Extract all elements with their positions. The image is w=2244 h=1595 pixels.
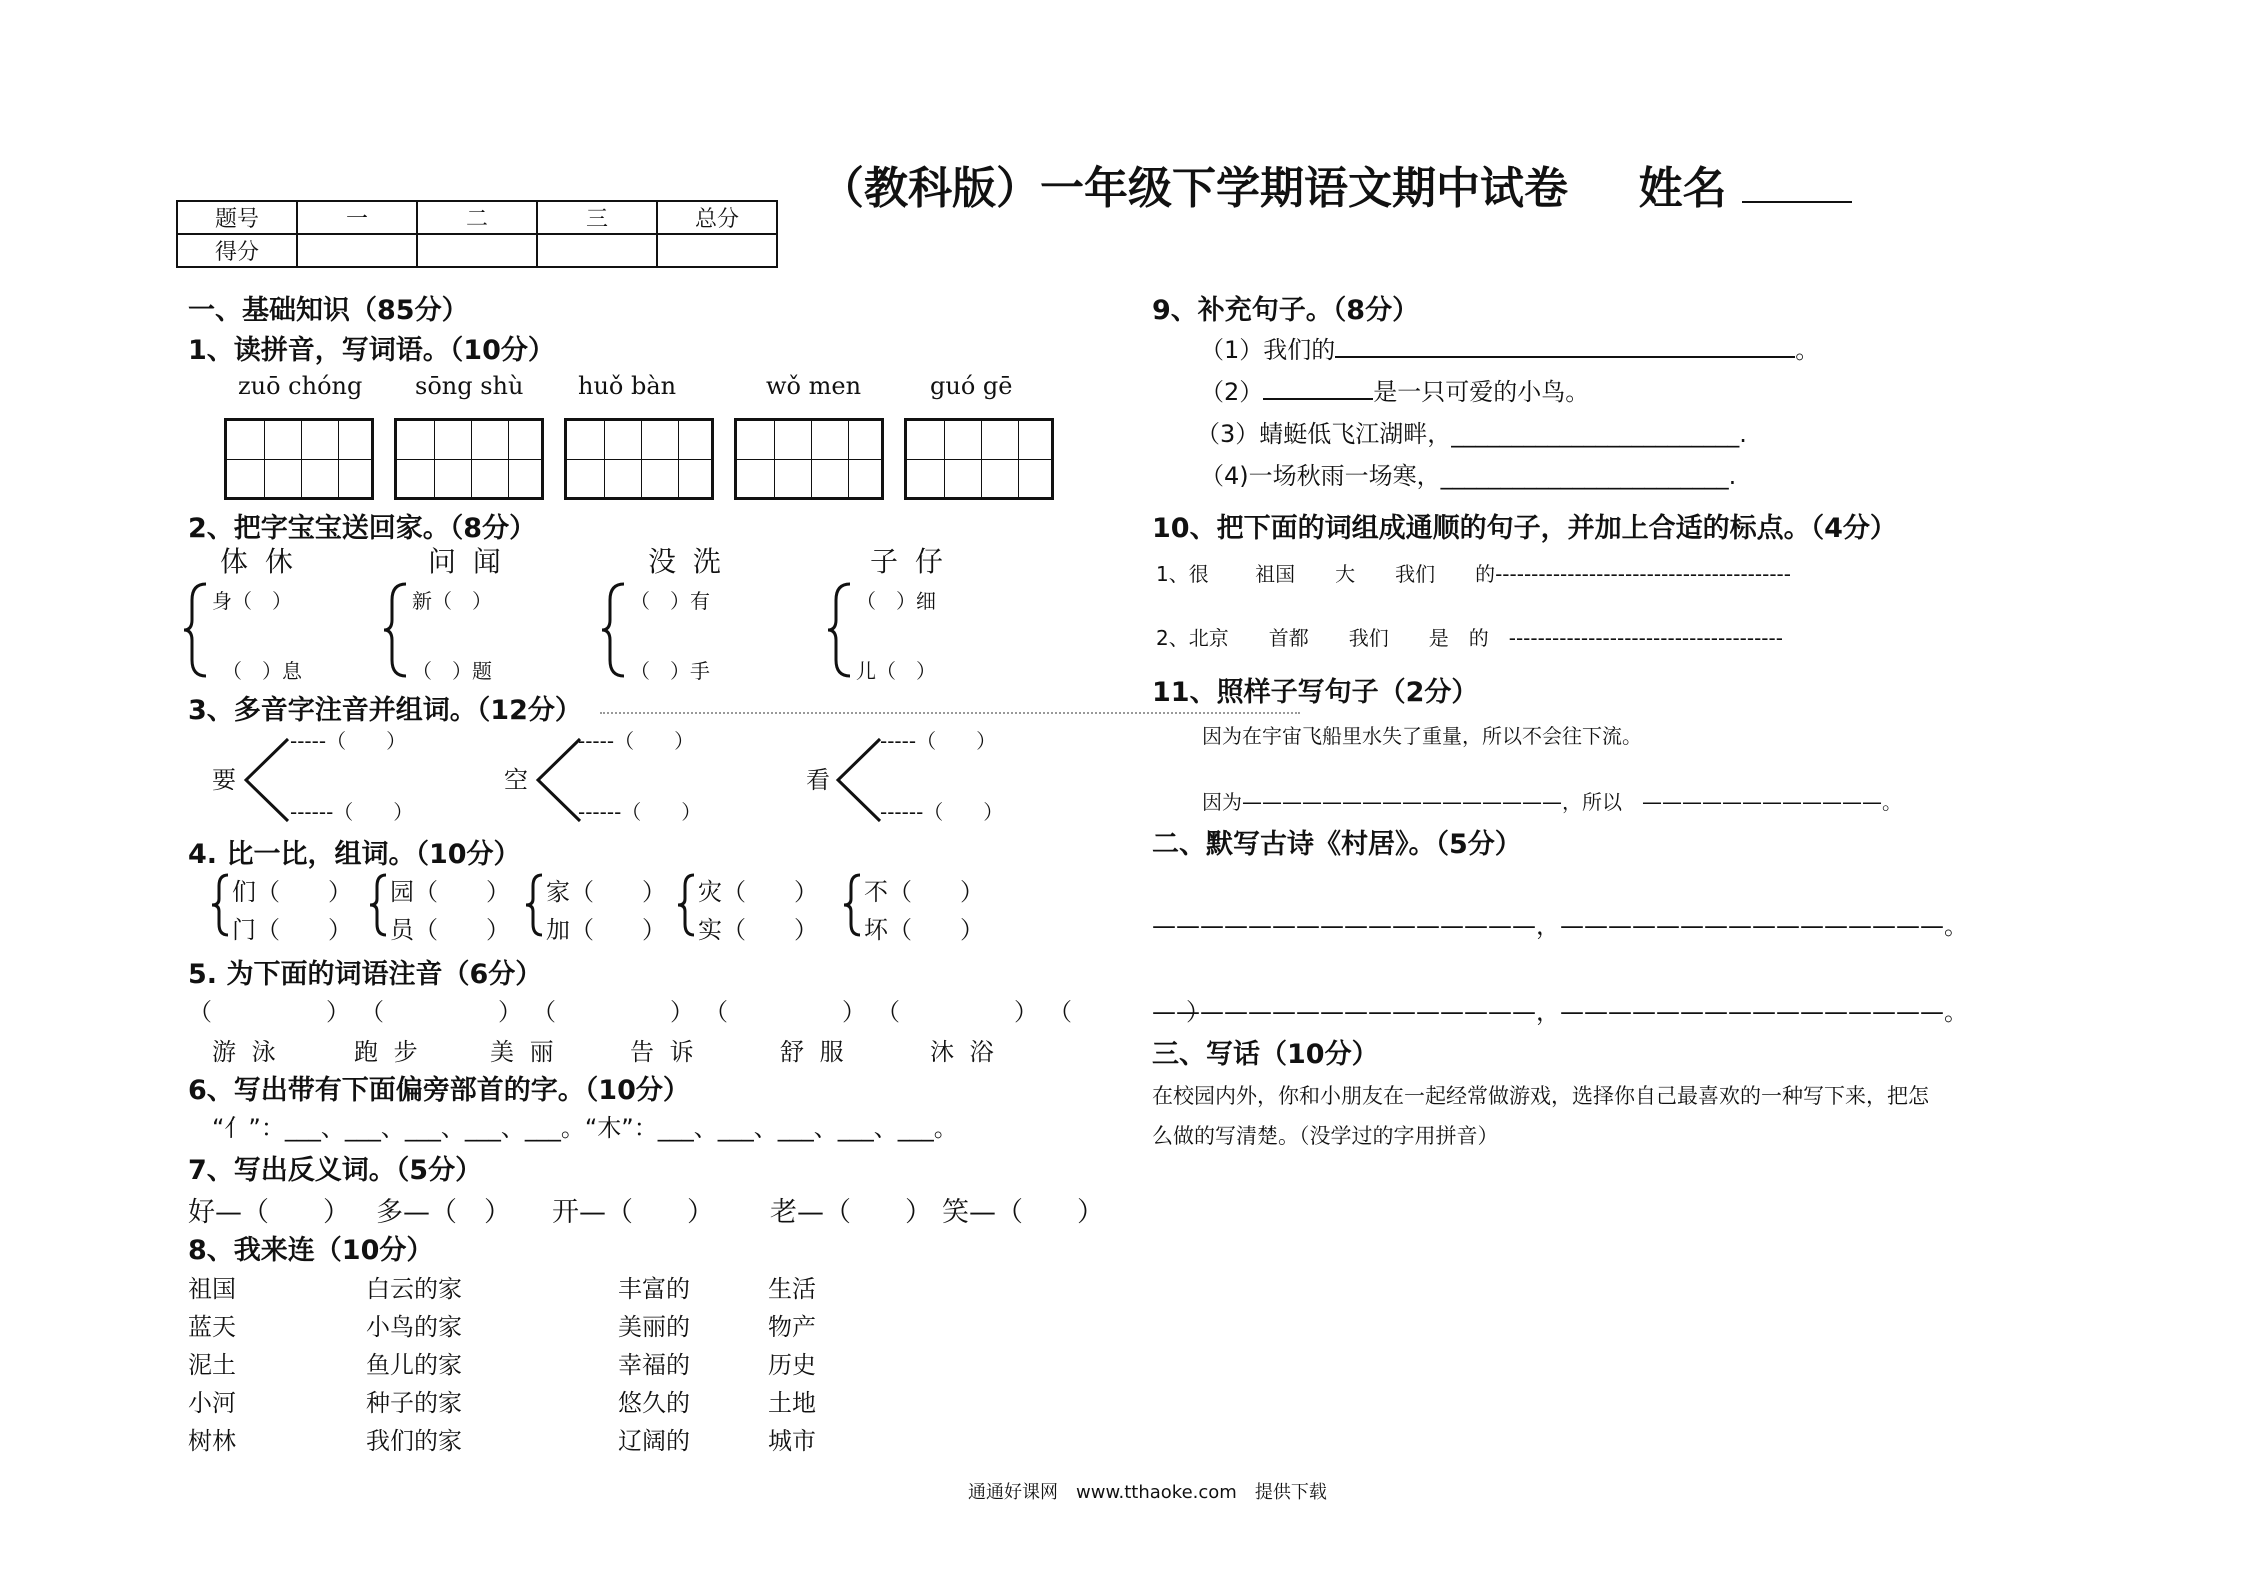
q9-title: 9、补充句子。（8分）: [1152, 295, 1420, 326]
match-item[interactable]: 树林: [188, 1427, 236, 1455]
q3-blank[interactable]: ------（ ）: [290, 800, 414, 824]
q11-example: 因为在宇宙飞船里水失了重量，所以不会往下流。: [1202, 724, 1642, 748]
q2-pair: 子 仔: [870, 545, 947, 578]
q5-word: 舒 服: [780, 1038, 848, 1066]
score-row-label: 得分: [177, 234, 297, 267]
q7-item[interactable]: 老—（ ）: [770, 1197, 932, 1228]
q4-title: 4. 比一比，组词。（10分）: [188, 839, 521, 870]
polyphone-char: 看: [806, 766, 830, 794]
q9-s4[interactable]: （4)一场秋雨一场寒，________________________.: [1200, 462, 1737, 490]
q9-blank[interactable]: [1263, 374, 1373, 400]
q9-s2b: 是一只可爱的小鸟。: [1373, 378, 1590, 406]
match-item[interactable]: 物产: [768, 1313, 816, 1341]
tianzige-box[interactable]: [734, 418, 884, 500]
page-footer: 通通好课网 www.tthaoke.com 提供下载: [968, 1482, 1327, 1503]
q4-top[interactable]: 们（ ）: [232, 878, 352, 906]
score-header: 一: [297, 201, 417, 234]
q11-fill[interactable]: 因为————————————————，所以 ————————————。: [1202, 790, 1902, 814]
fork-icon: [534, 735, 584, 825]
q7-item[interactable]: 笑—（ ）: [942, 1197, 1104, 1228]
q4-bottom[interactable]: 坏（ ）: [864, 916, 984, 944]
q8-title: 8、我来连（10分）: [188, 1235, 434, 1266]
q2-bottom[interactable]: （ ）手: [630, 659, 710, 683]
name-label: 姓名: [1638, 163, 1727, 214]
match-item[interactable]: 土地: [768, 1389, 816, 1417]
q2-bottom[interactable]: （ ）题: [412, 659, 492, 683]
q4-bottom[interactable]: 员（ ）: [390, 916, 510, 944]
q5-word: 美 丽: [490, 1038, 558, 1066]
q5-word: 跑 步: [354, 1038, 422, 1066]
match-item[interactable]: 美丽的: [618, 1313, 690, 1341]
q4-bottom[interactable]: 加（ ）: [546, 916, 666, 944]
q4-bottom[interactable]: 门（ ）: [232, 916, 352, 944]
match-item[interactable]: 丰富的: [618, 1275, 690, 1303]
q2-pair: 体 休: [220, 545, 297, 578]
brace-icon: [182, 580, 212, 680]
q5-title: 5. 为下面的词语注音（6分）: [188, 959, 543, 990]
fork-icon: [242, 735, 292, 825]
part2-heading: 二、默写古诗《村居》。（5分）: [1152, 829, 1522, 860]
q3-blank[interactable]: -----（ ）: [578, 729, 695, 753]
score-table: [176, 200, 778, 268]
q7-item[interactable]: 好—（ ）: [188, 1197, 350, 1228]
score-header: 二: [417, 201, 537, 234]
name-field[interactable]: [1742, 163, 1852, 203]
match-item[interactable]: 小鸟的家: [366, 1313, 462, 1341]
q6-title: 6、写出带有下面偏旁部首的字。（10分）: [188, 1075, 690, 1106]
polyphone-char: 要: [212, 766, 236, 794]
q2-bottom[interactable]: （ ）息: [222, 659, 302, 683]
q4-top[interactable]: 园（ ）: [390, 878, 510, 906]
q2-title: 2、把字宝宝送回家。（8分）: [188, 513, 537, 544]
match-item[interactable]: 蓝天: [188, 1313, 236, 1341]
q6-line[interactable]: “亻”：___、___、___、___、___。“木”：___、___、___、___、___。: [212, 1114, 958, 1142]
q7-title: 7、写出反义词。（5分）: [188, 1155, 483, 1186]
part3-line: 在校园内外，你和小朋友在一起经常做游戏，选择你自己最喜欢的一种写下来，把怎: [1152, 1084, 1929, 1108]
tianzige-box[interactable]: [564, 418, 714, 500]
match-item[interactable]: 历史: [768, 1351, 816, 1379]
score-cell[interactable]: [297, 234, 417, 267]
match-item[interactable]: 泥土: [188, 1351, 236, 1379]
q5-word: 告 诉: [630, 1038, 698, 1066]
q9-s2a: （2）: [1200, 378, 1264, 406]
q1-pinyin: huǒ bàn: [578, 372, 677, 400]
q5-word: 游 泳: [212, 1038, 280, 1066]
brace-icon: [368, 872, 390, 938]
q9-s3[interactable]: （3）蜻蜓低飞江湖畔，________________________.: [1196, 420, 1747, 448]
tianzige-box[interactable]: [904, 418, 1054, 500]
match-item[interactable]: 悠久的: [618, 1389, 690, 1417]
match-item[interactable]: 生活: [768, 1275, 816, 1303]
brace-icon: [826, 580, 856, 680]
q7-item[interactable]: 多—（ ）: [376, 1197, 511, 1228]
match-item[interactable]: 祖国: [188, 1275, 236, 1303]
match-item[interactable]: 种子的家: [366, 1389, 462, 1417]
part3-heading: 三、写话（10分）: [1152, 1039, 1379, 1070]
q10-title: 10、把下面的词组成通顺的句子，并加上合适的标点。（4分）: [1152, 513, 1897, 544]
score-cell[interactable]: [657, 234, 777, 267]
match-item[interactable]: 幸福的: [618, 1351, 690, 1379]
q2-top[interactable]: （ ）有: [630, 589, 710, 613]
q3-blank[interactable]: -----（ ）: [880, 729, 997, 753]
tianzige-box[interactable]: [224, 418, 374, 500]
match-item[interactable]: 我们的家: [366, 1427, 462, 1455]
match-item[interactable]: 小河: [188, 1389, 236, 1417]
q3-blank[interactable]: ------（ ）: [880, 800, 1004, 824]
fork-icon: [834, 735, 884, 825]
q10-s2[interactable]: 2、北京 首都 我们 是 的 --------------------------------------: [1156, 626, 1783, 650]
page-title: （教科版）一年级下学期语文期中试卷: [820, 163, 1568, 214]
q2-top[interactable]: 身（ ）: [212, 589, 292, 613]
match-item[interactable]: 城市: [768, 1427, 816, 1455]
q1-pinyin: wǒ men: [766, 372, 862, 400]
brace-icon: [842, 872, 864, 938]
tianzige-box[interactable]: [394, 418, 544, 500]
q1-pinyin: sōng shù: [415, 372, 524, 400]
q2-bottom[interactable]: 儿（ ）: [856, 659, 936, 683]
q2-pair: 问 闻: [428, 545, 505, 578]
part1-heading: 一、基础知识（85分）: [188, 295, 469, 326]
match-item[interactable]: 辽阔的: [618, 1427, 690, 1455]
score-header: 总分: [657, 201, 777, 234]
q4-top[interactable]: 不（ ）: [864, 878, 984, 906]
match-item[interactable]: 鱼儿的家: [366, 1351, 462, 1379]
polyphone-char: 空: [504, 766, 528, 794]
q5-brackets[interactable]: （ ）（ ）（ ）（ ）（ ）（ ）: [188, 998, 1232, 1026]
q3-blank[interactable]: ------（ ）: [578, 800, 702, 824]
q2-top[interactable]: （ ）细: [856, 589, 936, 613]
poem-line[interactable]: ————————————————，————————————————。: [1152, 998, 1968, 1026]
score-cell[interactable]: [537, 234, 657, 267]
q9-s1: （1）我们的: [1200, 336, 1336, 364]
brace-icon: [676, 872, 698, 938]
score-cell[interactable]: [417, 234, 537, 267]
dotted-divider: [600, 712, 1300, 714]
brace-icon: [524, 872, 546, 938]
q1-pinyin: zuō chóng: [238, 372, 363, 400]
brace-icon: [210, 872, 232, 938]
q1-pinyin: guó gē: [930, 372, 1013, 400]
q7-item[interactable]: 开—（ ）: [552, 1197, 714, 1228]
q1-title: 1、读拼音，写词语。（10分）: [188, 335, 555, 366]
part3-line: 么做的写清楚。（没学过的字用拼音）: [1152, 1124, 1499, 1148]
q5-word: 沐 浴: [930, 1038, 998, 1066]
poem-line[interactable]: ————————————————，————————————————。: [1152, 912, 1968, 940]
q4-top[interactable]: 灾（ ）: [698, 878, 818, 906]
q2-top[interactable]: 新（ ）: [412, 589, 492, 613]
q9-blank[interactable]: [1335, 332, 1795, 358]
brace-icon: [600, 580, 630, 680]
q11-title: 11、照样子写句子（2分）: [1152, 677, 1479, 708]
match-item[interactable]: 白云的家: [366, 1275, 462, 1303]
score-header: 题号: [177, 201, 297, 234]
q4-bottom[interactable]: 实（ ）: [698, 916, 818, 944]
q3-blank[interactable]: -----（ ）: [290, 729, 407, 753]
brace-icon: [382, 580, 412, 680]
q2-pair: 没 洗: [648, 545, 725, 578]
q10-s1[interactable]: 1、很 祖国 大 我们 的-----------------------------------------: [1156, 562, 1791, 586]
q4-top[interactable]: 家（ ）: [546, 878, 666, 906]
score-header: 三: [537, 201, 657, 234]
q3-title: 3、多音字注音并组词。（12分）: [188, 695, 582, 726]
